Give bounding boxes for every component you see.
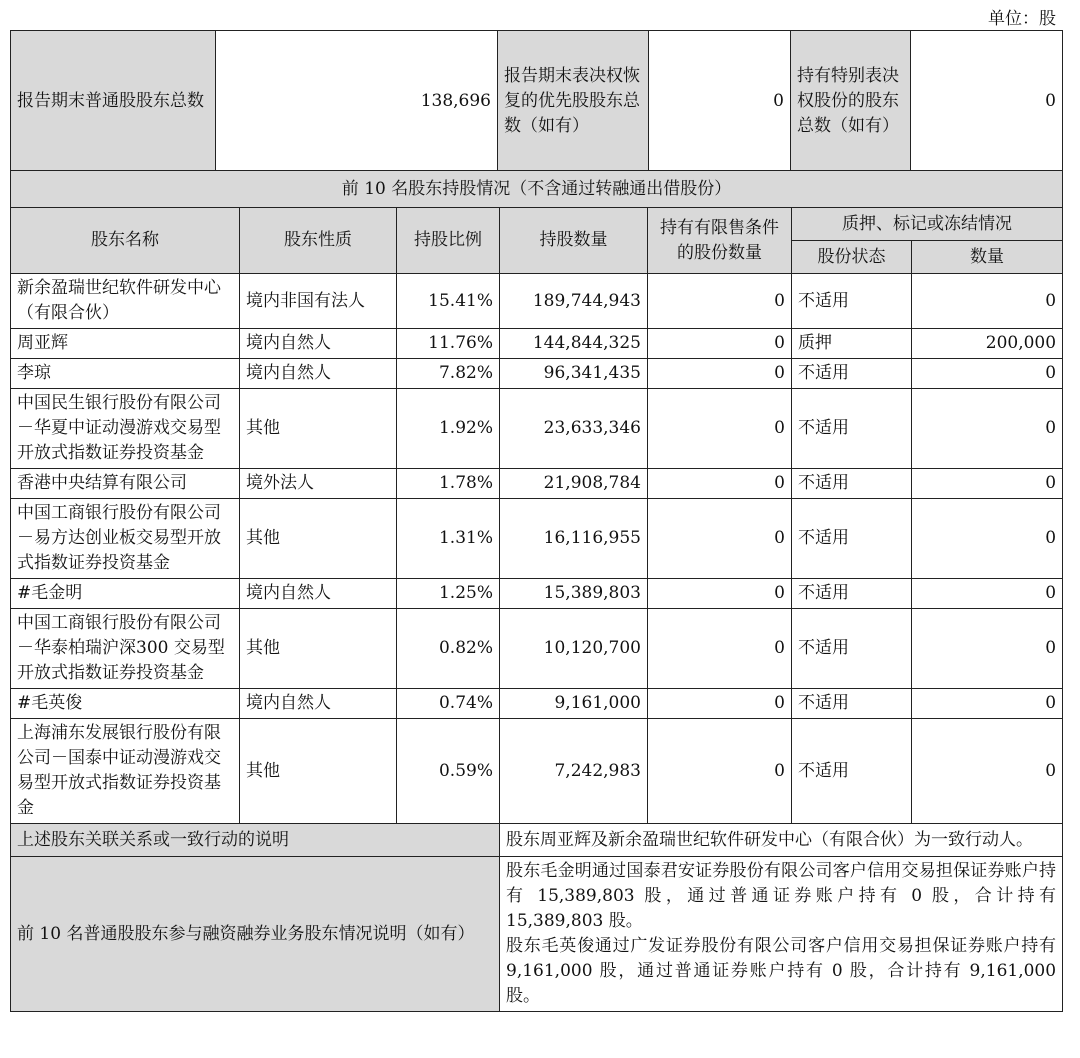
total-holders-label: 报告期末普通股股东总数 — [11, 31, 216, 172]
summary-row — [11, 31, 1063, 172]
header-name: 股东名称 — [11, 208, 240, 274]
pledge-quantity: 0 — [912, 274, 1063, 329]
holding-ratio: 1.92% — [397, 389, 500, 469]
pledge-status: 不适用 — [792, 274, 912, 329]
related-parties-text: 股东周亚辉及新余盈瑞世纪软件研发中心（有限合伙）为一致行动人。 — [500, 824, 1063, 857]
holding-ratio: 15.41% — [397, 274, 500, 329]
holder-name: 上海浦东发展银行股份有限公司－国泰中证动漫游戏交易型开放式指数证券投资基金 — [11, 719, 240, 824]
pledge-quantity: 0 — [912, 499, 1063, 579]
holder-name: 中国民生银行股份有限公司－华夏中证动漫游戏交易型开放式指数证券投资基金 — [11, 389, 240, 469]
shares-held: 23,633,346 — [500, 389, 648, 469]
holder-nature: 其他 — [240, 609, 397, 689]
special-holders-value: 0 — [911, 31, 1063, 172]
holder-name: 香港中央结算有限公司 — [11, 469, 240, 499]
table-row — [11, 689, 1063, 719]
restricted-shares: 0 — [648, 689, 792, 719]
holder-name: 周亚辉 — [11, 329, 240, 359]
pledge-status: 不适用 — [792, 689, 912, 719]
table-row — [11, 329, 1063, 359]
holder-nature: 其他 — [240, 389, 397, 469]
restricted-shares: 0 — [648, 359, 792, 389]
header-pledge-group: 质押、标记或冻结情况 — [792, 208, 1063, 241]
pledge-quantity: 0 — [912, 609, 1063, 689]
shares-held: 189,744,943 — [500, 274, 648, 329]
pledge-status: 质押 — [792, 329, 912, 359]
shares-held: 16,116,955 — [500, 499, 648, 579]
holding-ratio: 0.82% — [397, 609, 500, 689]
holding-ratio: 1.25% — [397, 579, 500, 609]
shares-held: 144,844,325 — [500, 329, 648, 359]
table-row — [11, 274, 1063, 329]
pledge-quantity: 0 — [912, 359, 1063, 389]
holder-nature: 境内自然人 — [240, 359, 397, 389]
holder-name: 中国工商银行股份有限公司－易方达创业板交易型开放式指数证券投资基金 — [11, 499, 240, 579]
table-row — [11, 579, 1063, 609]
header-pledge-qty: 数量 — [912, 241, 1063, 274]
pledge-status: 不适用 — [792, 389, 912, 469]
header-pledge-status: 股份状态 — [792, 241, 912, 274]
pledge-quantity: 0 — [912, 719, 1063, 824]
pledge-quantity: 200,000 — [912, 329, 1063, 359]
restricted-shares: 0 — [648, 719, 792, 824]
restricted-shares: 0 — [648, 579, 792, 609]
restricted-shares: 0 — [648, 609, 792, 689]
holding-ratio: 1.31% — [397, 499, 500, 579]
table-row — [11, 389, 1063, 469]
holding-ratio: 0.74% — [397, 689, 500, 719]
pledge-status: 不适用 — [792, 499, 912, 579]
holder-nature: 境内自然人 — [240, 689, 397, 719]
shares-held: 9,161,000 — [500, 689, 648, 719]
table-row — [11, 469, 1063, 499]
holding-ratio: 0.59% — [397, 719, 500, 824]
table-row — [11, 719, 1063, 824]
shares-held: 7,242,983 — [500, 719, 648, 824]
pledge-status: 不适用 — [792, 579, 912, 609]
holder-nature: 境内自然人 — [240, 579, 397, 609]
holder-name: 中国工商银行股份有限公司－华泰柏瑞沪深300 交易型开放式指数证券投资基金 — [11, 609, 240, 689]
holder-name: 李琼 — [11, 359, 240, 389]
special-holders-label: 持有特别表决权股份的股东总数（如有） — [791, 31, 911, 172]
preferred-holders-value: 0 — [649, 31, 791, 172]
pledge-quantity: 0 — [912, 469, 1063, 499]
holder-nature: 境外法人 — [240, 469, 397, 499]
top10-title: 前 10 名股东持股情况（不含通过转融通出借股份） — [11, 171, 1063, 208]
holder-nature: 其他 — [240, 499, 397, 579]
margin-note-mao-yingjun: 股东毛英俊通过广发证券股份有限公司客户信用交易担保证券账户持有 9,161,000 股，通过普通证券账户持有 0 股，合计持有 9,161,000 股。 — [506, 936, 1057, 1006]
restricted-shares: 0 — [648, 469, 792, 499]
shares-held: 21,908,784 — [500, 469, 648, 499]
table-row — [11, 609, 1063, 689]
holder-nature: 其他 — [240, 719, 397, 824]
total-holders-value: 138,696 — [216, 31, 498, 172]
holder-nature: 境内自然人 — [240, 329, 397, 359]
holding-ratio: 1.78% — [397, 469, 500, 499]
header-ratio: 持股比例 — [397, 208, 500, 274]
holding-ratio: 7.82% — [397, 359, 500, 389]
margin-trading-text — [500, 857, 1063, 1012]
header-shares: 持股数量 — [500, 208, 648, 274]
restricted-shares: 0 — [648, 389, 792, 469]
restricted-shares: 0 — [648, 499, 792, 579]
holder-name: 新余盈瑞世纪软件研发中心（有限合伙） — [11, 274, 240, 329]
holder-name: #毛金明 — [11, 579, 240, 609]
holder-name: #毛英俊 — [11, 689, 240, 719]
margin-note-mao-jinming: 股东毛金明通过国泰君安证券股份有限公司客户信用交易担保证券账户持有 15,389,803 股，通过普通证券账户持有 0 股，合计持有 15,389,803 股。 — [506, 861, 1057, 931]
table-row — [11, 359, 1063, 389]
holder-nature: 境内非国有法人 — [240, 274, 397, 329]
pledge-quantity: 0 — [912, 689, 1063, 719]
header-nature: 股东性质 — [240, 208, 397, 274]
restricted-shares: 0 — [648, 329, 792, 359]
pledge-status: 不适用 — [792, 359, 912, 389]
related-parties-label: 上述股东关联关系或一致行动的说明 — [11, 824, 500, 857]
pledge-status: 不适用 — [792, 609, 912, 689]
header-restricted: 持有有限售条件的股份数量 — [648, 208, 792, 274]
pledge-quantity: 0 — [912, 579, 1063, 609]
margin-trading-label: 前 10 名普通股股东参与融资融券业务股东情况说明（如有） — [11, 857, 500, 1012]
pledge-status: 不适用 — [792, 469, 912, 499]
unit-label: 单位：股 — [988, 9, 1056, 29]
holding-ratio: 11.76% — [397, 329, 500, 359]
shares-held: 96,341,435 — [500, 359, 648, 389]
shares-held: 10,120,700 — [500, 609, 648, 689]
preferred-holders-label: 报告期末表决权恢复的优先股股东总数（如有） — [498, 31, 649, 172]
pledge-quantity: 0 — [912, 389, 1063, 469]
pledge-status: 不适用 — [792, 719, 912, 824]
top10-holders-table — [10, 170, 1063, 1012]
restricted-shares: 0 — [648, 274, 792, 329]
summary-table — [10, 30, 1063, 172]
table-row — [11, 499, 1063, 579]
shares-held: 15,389,803 — [500, 579, 648, 609]
